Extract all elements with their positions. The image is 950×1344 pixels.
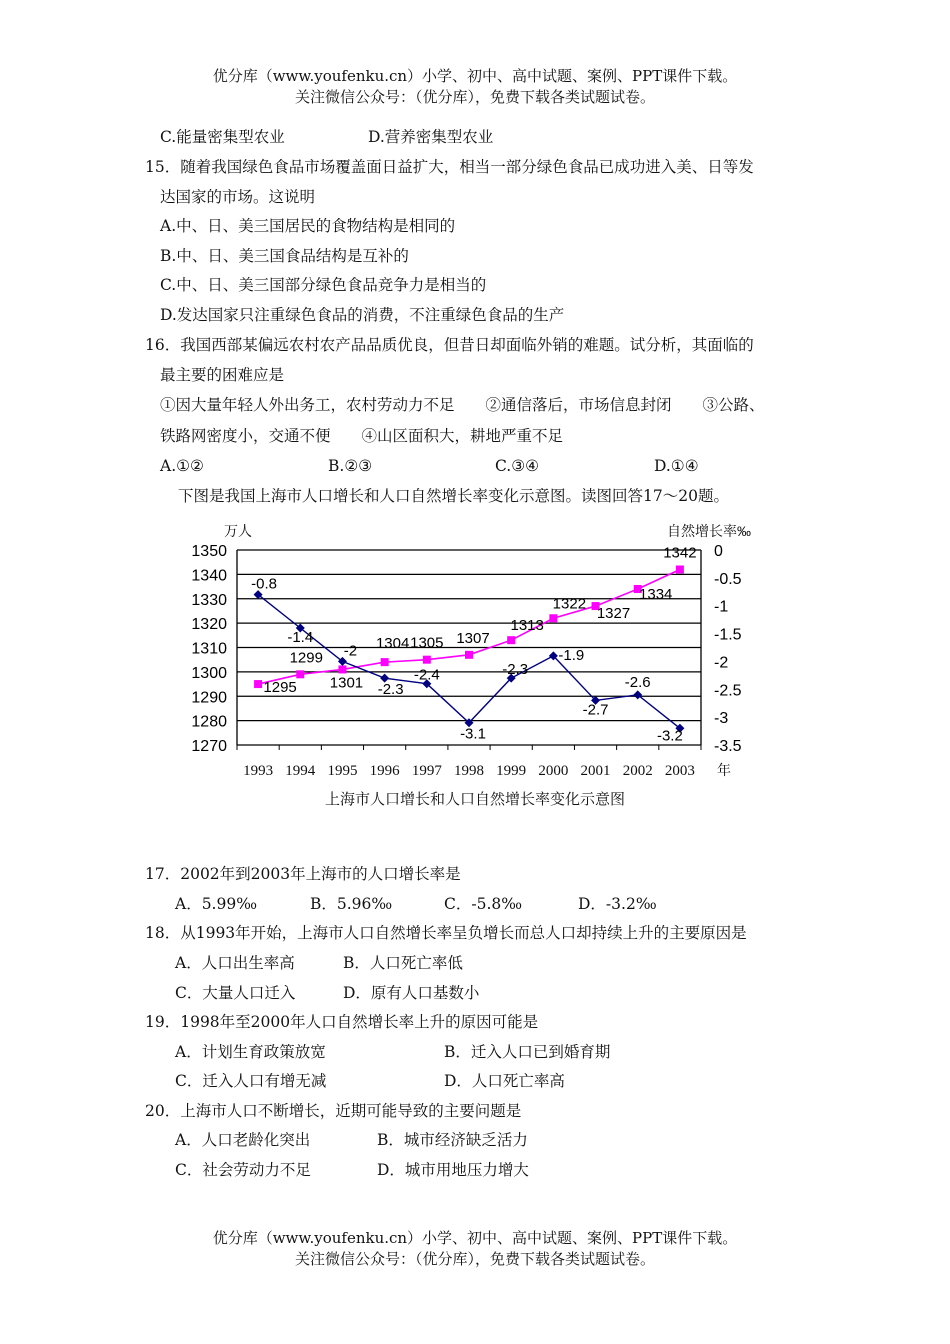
chart-intro: 下图是我国上海市人口增长和人口自然增长率变化示意图。读图回答17～20题。 xyxy=(178,487,729,505)
q14-option-d: D.营养密集型农业 xyxy=(368,128,494,146)
growth-rate-data-label: -3.2 xyxy=(656,727,683,745)
population-marker xyxy=(381,658,389,666)
left-tick-label: 1280 xyxy=(191,713,227,731)
growth-rate-data-label: -3.1 xyxy=(460,725,486,743)
population-marker xyxy=(676,566,684,574)
left-tick-label: 1290 xyxy=(191,689,227,707)
page-footer-line-2: 关注微信公众号：（优分库），免费下载各类试题试卷。 xyxy=(294,1250,655,1268)
population-data-label: 1313 xyxy=(510,617,544,635)
q17-option-d: D．-3.2‰ xyxy=(578,895,657,913)
q18-stem: 18．从1993年开始，上海市人口自然增长率呈负增长而总人口却持续上升的主要原因是 xyxy=(145,924,747,942)
q20-stem: 20．上海市人口不断增长，近期可能导致的主要问题是 xyxy=(145,1102,522,1120)
q16-stem-line-1: 16．我国西部某偏远农村农产品品质优良，但昔日却面临外销的难题。试分析，其面临的 xyxy=(145,336,754,354)
q15-option-b: B.中、日、美三国食品结构是互补的 xyxy=(160,247,409,265)
left-tick-label: 1270 xyxy=(191,738,227,755)
q16-option-a: A.①② xyxy=(160,457,204,475)
q19-option-d: D．人口死亡率高 xyxy=(444,1072,565,1090)
q18-option-a: A．人口出生率高 xyxy=(175,954,295,972)
right-tick-label: -3.5 xyxy=(714,738,742,755)
growth-rate-data-label: -1.9 xyxy=(558,646,585,664)
q15-stem-line-2: 达国家的市场。这说明 xyxy=(160,188,316,206)
population-data-label: 1299 xyxy=(289,649,323,667)
right-tick-label: 0 xyxy=(714,543,723,560)
growth-rate-data-label: -2.3 xyxy=(502,661,529,679)
population-data-label: 1334 xyxy=(639,586,673,603)
q19-option-a: A．计划生育政策放宽 xyxy=(175,1043,326,1061)
q16-option-d: D.①④ xyxy=(654,457,699,475)
q16-options-line-1: ①因大量年轻人外出务工，农村劳动力不足 ②通信落后，市场信息封闭 ③公路、 xyxy=(160,396,765,414)
q19-option-b: B．迁入人口已到婚育期 xyxy=(444,1043,611,1061)
population-marker xyxy=(465,651,473,659)
q16-option-c: C.③④ xyxy=(495,457,540,475)
growth-rate-data-label: -2.4 xyxy=(413,666,440,684)
right-tick-label: -1 xyxy=(714,598,729,616)
right-axis-unit: 自然增长率‰ xyxy=(667,523,751,539)
q20-option-c: C．社会劳动力不足 xyxy=(175,1161,311,1179)
population-data-label: 1304 xyxy=(375,635,410,653)
population-marker xyxy=(254,680,262,688)
q20-option-a: A．人口老龄化突出 xyxy=(175,1131,311,1149)
x-tick-label: 1997 xyxy=(411,763,442,779)
q18-option-b: B．人口死亡率低 xyxy=(343,954,463,972)
left-tick-label: 1300 xyxy=(191,664,227,682)
population-line xyxy=(258,570,680,685)
growth-rate-data-label: -0.8 xyxy=(251,575,278,593)
left-tick-label: 1350 xyxy=(191,543,227,560)
growth-rate-data-label: -1.4 xyxy=(287,629,314,646)
q20-option-d: D．城市用地压力增大 xyxy=(377,1161,529,1179)
population-marker xyxy=(507,636,515,644)
q16-stem-line-2: 最主要的困难应是 xyxy=(160,366,285,384)
q16-options-line-2: 铁路网密度小，交通不便 ④山区面积大，耕地严重不足 xyxy=(160,427,564,445)
q19-option-c: C．迁入人口有增无减 xyxy=(175,1072,327,1090)
q15-stem-line-1: 15．随着我国绿色食品市场覆盖面日益扩大，相当一部分绿色食品已成功进入美、日等发 xyxy=(145,158,754,176)
x-tick-label: 2002 xyxy=(622,763,653,779)
population-data-label: 1305 xyxy=(410,634,444,652)
x-tick-label: 1998 xyxy=(454,763,484,779)
x-tick-label: 1996 xyxy=(369,763,400,779)
population-marker xyxy=(338,665,346,673)
x-tick-label: 2000 xyxy=(538,763,569,779)
x-tick-label: 1994 xyxy=(285,763,316,779)
left-tick-label: 1310 xyxy=(191,640,227,658)
right-tick-label: -3 xyxy=(714,710,729,728)
growth-rate-data-label: -2.6 xyxy=(624,673,651,691)
population-data-label: 1307 xyxy=(456,629,490,647)
population-data-label: 1342 xyxy=(663,544,697,562)
x-tick-label: 1995 xyxy=(327,763,358,779)
growth-rate-data-label: -2 xyxy=(343,642,358,660)
q17-stem: 17．2002年到2003年上海市的人口增长率是 xyxy=(145,865,461,883)
population-data-label: 1301 xyxy=(329,674,364,692)
population-data-label: 1327 xyxy=(596,605,631,623)
q18-option-c: C．大量人口迁入 xyxy=(175,984,296,1002)
population-marker xyxy=(549,614,557,622)
left-tick-label: 1320 xyxy=(191,616,227,634)
q20-option-b: B．城市经济缺乏活力 xyxy=(377,1131,528,1149)
q14-option-c: C.能量密集型农业 xyxy=(160,128,285,146)
q17-option-c: C．-5.8‰ xyxy=(444,895,523,913)
x-tick-label: 2003 xyxy=(664,763,695,779)
population-data-label: 1295 xyxy=(263,679,297,697)
q15-option-a: A.中、日、美三国居民的食物结构是相同的 xyxy=(160,217,456,235)
x-tick-label: 2001 xyxy=(580,763,611,779)
q15-option-c: C.中、日、美三国部分绿色食品竞争力是相当的 xyxy=(160,276,487,294)
q17-option-a: A．5.99‰ xyxy=(175,895,258,913)
right-tick-label: -1.5 xyxy=(714,626,742,644)
growth-rate-data-label: -2.3 xyxy=(377,681,404,699)
page-header-line-2: 关注微信公众号：（优分库），免费下载各类试题试卷。 xyxy=(294,88,655,106)
population-marker xyxy=(296,670,304,678)
right-tick-label: -0.5 xyxy=(714,570,742,588)
q18-option-d: D．原有人口基数小 xyxy=(343,984,480,1002)
q16-option-b: B.②③ xyxy=(328,457,373,475)
q17-option-b: B．5.96‰ xyxy=(310,895,393,913)
right-tick-label: -2 xyxy=(714,654,729,672)
page-header-line-1: 优分库（www.youfenku.cn）小学、初中、高中试题、案例、PPT课件下载。 xyxy=(212,67,738,85)
x-tick-label: 1993 xyxy=(243,763,274,779)
population-data-label: 1322 xyxy=(552,595,587,613)
chart-title: 上海市人口增长和人口自然增长率变化示意图 xyxy=(324,790,625,808)
right-tick-label: -2.5 xyxy=(714,682,742,700)
page-footer-line-1: 优分库（www.youfenku.cn）小学、初中、高中试题、案例、PPT课件下载。 xyxy=(212,1229,738,1247)
population-marker xyxy=(423,656,431,664)
q15-option-d: D.发达国家只注重绿色食品的消费，不注重绿色食品的生产 xyxy=(160,306,565,324)
x-axis-unit: 年 xyxy=(717,762,731,778)
left-tick-label: 1330 xyxy=(191,591,227,609)
q19-stem: 19．1998年至2000年人口自然增长率上升的原因可能是 xyxy=(145,1013,539,1031)
left-axis-unit: 万人 xyxy=(224,523,252,539)
growth-rate-data-label: -2.7 xyxy=(582,701,609,719)
left-tick-label: 1340 xyxy=(191,567,227,585)
x-tick-label: 1999 xyxy=(496,763,527,779)
